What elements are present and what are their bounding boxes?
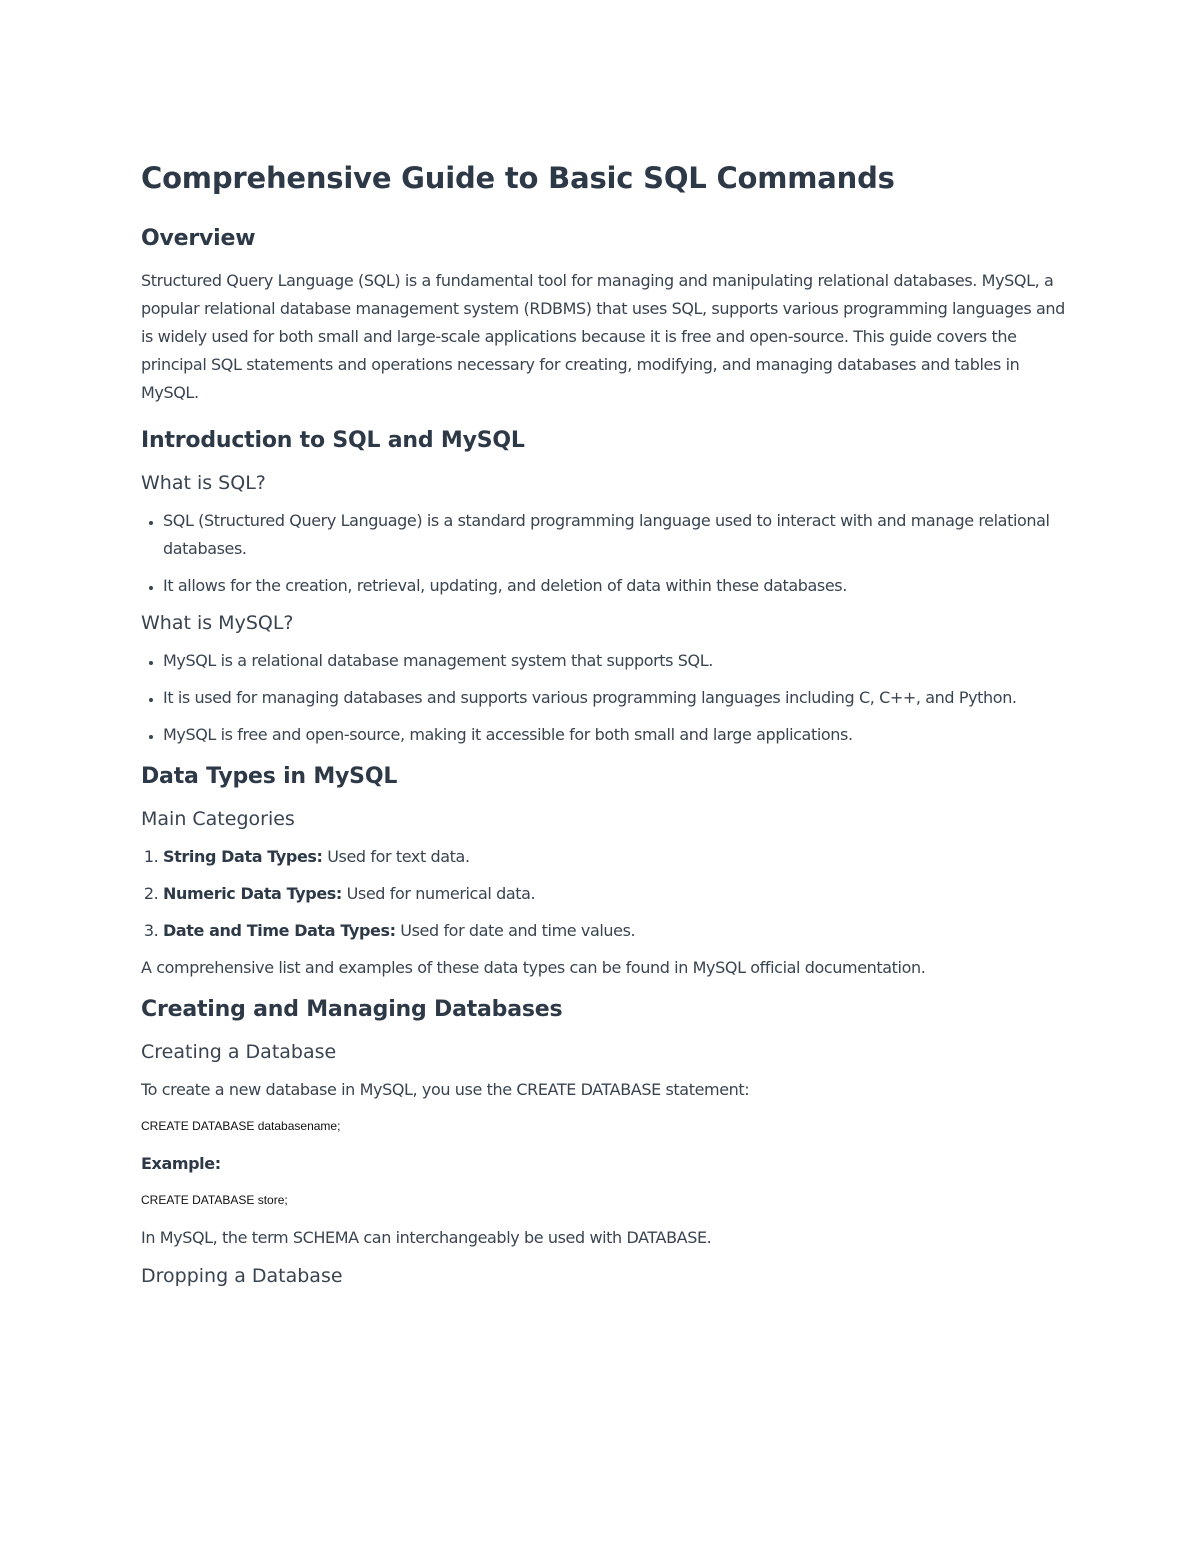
what-is-sql-list <box>141 507 1071 600</box>
create-database-text: To create a new database in MySQL, you use the CREATE DATABASE statement: <box>141 1080 750 1099</box>
create-database-heading: Creating a Database <box>141 1041 337 1063</box>
what-is-mysql-list <box>141 647 1071 749</box>
overview-heading: Overview <box>141 226 256 251</box>
databases-heading: Creating and Managing Databases <box>141 997 563 1022</box>
schema-note: In MySQL, the term SCHEMA can interchangeably be used with DATABASE. <box>141 1228 712 1247</box>
list-item <box>163 917 1071 945</box>
list-item-text: Used for text data. <box>322 847 470 866</box>
list-item: • MySQL is a relational database management system that supports SQL. <box>163 647 1071 675</box>
document-content <box>141 155 1071 1300</box>
create-database-code: CREATE DATABASE databasename; <box>141 1119 341 1133</box>
intro-heading: Introduction to SQL and MySQL <box>141 428 525 453</box>
main-categories-heading: Main Categories <box>141 808 295 830</box>
example-code: CREATE DATABASE store; <box>141 1193 288 1207</box>
page-title: Comprehensive Guide to Basic SQL Commands <box>141 161 895 195</box>
what-is-mysql-heading: What is MySQL? <box>141 612 294 634</box>
example-label-text: Example: <box>141 1154 221 1173</box>
datatypes-heading: Data Types in MySQL <box>141 764 398 789</box>
datatypes-note: A comprehensive list and examples of these data types can be found in MySQL official documentation. <box>141 958 926 977</box>
list-item-label: String Data Types: <box>163 847 323 866</box>
list-item: • It allows for the creation, retrieval, updating, and deletion of data within these databases. <box>163 572 1071 600</box>
list-item <box>163 880 1071 908</box>
overview-paragraph: Structured Query Language (SQL) is a fundamental tool for managing and manipulating relational databases. MySQL, a popular relational database management system (RDBMS) that uses SQL, supports various programming languages and is widely used for both small and large-scale applications because it is free and open-source. This guide covers the principal SQL statements and operations necessary for creating, modifying, and managing databases and tables in MySQL. <box>141 271 1065 402</box>
list-item-label: Numeric Data Types: <box>163 884 342 903</box>
list-item: • It is used for managing databases and supports various programming languages including C, C++, and Python. <box>163 684 1071 712</box>
what-is-sql-heading: What is SQL? <box>141 472 266 494</box>
list-item <box>163 843 1071 871</box>
list-item-text: Used for numerical data. <box>341 884 536 903</box>
list-item-text: Used for date and time values. <box>395 921 636 940</box>
list-item-label: Date and Time Data Types: <box>163 921 396 940</box>
list-item: • MySQL is free and open-source, making it accessible for both small and large applications. <box>163 721 1071 749</box>
drop-database-heading: Dropping a Database <box>141 1265 343 1287</box>
list-item: • SQL (Structured Query Language) is a standard programming language used to interact with and manage relational databases. <box>163 507 1071 563</box>
example-label <box>141 1150 1071 1178</box>
datatypes-list <box>141 843 1071 945</box>
